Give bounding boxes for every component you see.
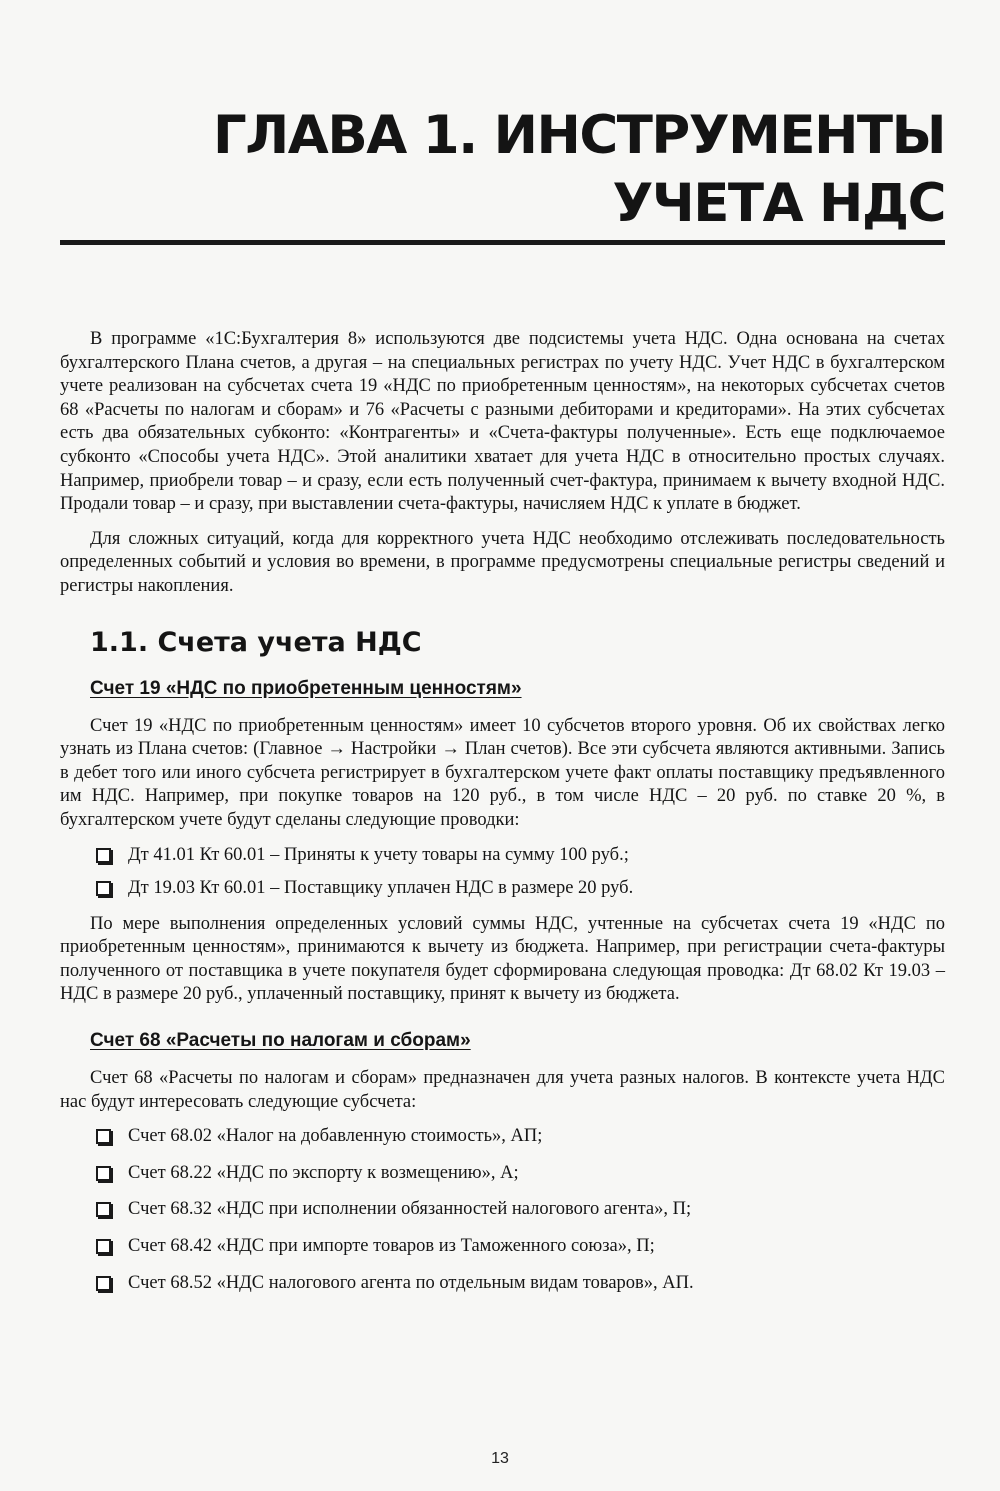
list-item <box>60 1198 945 1222</box>
list-item-text: Счет 68.02 «Налог на добавленную стоимость», АП; <box>128 1126 543 1147</box>
list-item-text: Дт 19.03 Кт 60.01 – Поставщику уплачен НДС в размере 20 руб. <box>128 878 634 899</box>
account19-paragraph-2: По мере выполнения определенных условий суммы НДС, учтенные на субсчетах счета 19 «НДС по приобретенным ценностям», принимаются к вычету из бюджета. Например, при регистрации счета-фактуры полученного от поставщика в учете покупателя будет сформирована следующая проводка: Дт 68.02 Кт 19.03 – НДС в размере 20 руб., уплаченный поставщику, принят к вычету из бюджета. <box>60 913 945 1005</box>
chapter-title-line-1: ГЛАВА 1. ИНСТРУМЕНТЫ <box>213 105 945 166</box>
list-item-text: Счет 68.32 «НДС при исполнении обязанностей налогового агента», П; <box>128 1199 692 1220</box>
account19-paragraph-1: Счет 19 «НДС по приобретенным ценностям» имеет 10 субсчетов второго уровня. Об их свойствах легко узнать из Плана счетов: (Главное → Настройки → План счетов). Все эти субсчета являются активными. Запись в дебет того или иного субсчета регистрирует в бухгалтерском учете факт оплаты поставщику предъявленного им НДС. Например, при покупке товаров на 120 руб., в том числе НДС – 20 руб. по ставке 20 %, в бухгалтерском учете будут сделаны следующие проводки: <box>60 715 945 830</box>
section-heading: 1.1. Счета учета НДС <box>90 626 422 658</box>
chapter-title-rule <box>60 240 945 245</box>
checkbox-icon <box>96 1202 111 1217</box>
checkbox-icon <box>96 1129 111 1144</box>
checkbox-icon <box>96 1166 111 1181</box>
intro-paragraph-1: В программе «1С:Бухгалтерия 8» используются две подсистемы учета НДС. Одна основана на счетах бухгалтерского Плана счетов, а другая – на специальных регистрах по учету НДС. Учет НДС в бухгалтерском учете реализован на субсчетах счета 19 «НДС по приобретенным ценностям», на некоторых субсчетах счетов 68 «Расчеты по налогам и сборам» и 76 «Расчеты с разными дебиторами и кредиторами». На этих субсчетах есть два обязательных субконто: «Контрагенты» и «Счета-фактуры полученные». Есть еще подключаемое субконто «Способы учета НДС». Этой аналитики хватает для учета НДС в относительно простых случаях. Например, приобрели товар – и сразу, если есть полученный счет-фактура, принимаем к вычету входной НДС. Продали товар – и сразу, при выставлении счета-фактуры, начисляем НДС к уплате в бюджет. <box>60 329 945 515</box>
chapter-title-line-2: УЧЕТА НДС <box>612 173 945 234</box>
account68-heading: Счет 68 «Расчеты по налогам и сборам» <box>90 1030 471 1052</box>
chapter-title <box>213 102 945 238</box>
page-number: 13 <box>491 1450 509 1467</box>
list-item <box>60 1235 945 1259</box>
account68-subaccounts-list <box>60 1125 945 1295</box>
list-item <box>60 1162 945 1186</box>
page-body <box>60 328 945 1308</box>
account19-heading: Счет 19 «НДС по приобретенным ценностям» <box>90 677 522 699</box>
list-item <box>60 1125 945 1149</box>
checkbox-icon <box>96 1276 111 1291</box>
list-item-text: Дт 41.01 Кт 60.01 – Приняты к учету товары на сумму 100 руб.; <box>128 844 629 865</box>
list-item <box>60 1272 945 1296</box>
list-item <box>60 844 945 868</box>
intro-paragraph-2: Для сложных ситуаций, когда для корректного учета НДС необходимо отслеживать последовательность определенных событий и условия во времени, в программе предусмотрены специальные регистры сведений и регистры накопления. <box>60 528 945 596</box>
list-item <box>60 877 945 901</box>
list-item-text: Счет 68.22 «НДС по экспорту к возмещению», А; <box>128 1162 519 1183</box>
account19-entries-list <box>60 844 945 901</box>
list-item-text: Счет 68.52 «НДС налогового агента по отдельным видам товаров», АП. <box>128 1272 694 1293</box>
checkbox-icon <box>96 1239 111 1254</box>
account68-paragraph-1: Счет 68 «Расчеты по налогам и сборам» предназначен для учета разных налогов. В контексте учета НДС нас будут интересовать следующие субсчета: <box>60 1068 945 1112</box>
list-item-text: Счет 68.42 «НДС при импорте товаров из Таможенного союза», П; <box>128 1236 655 1257</box>
checkbox-icon <box>96 881 111 896</box>
checkbox-icon <box>96 848 111 863</box>
